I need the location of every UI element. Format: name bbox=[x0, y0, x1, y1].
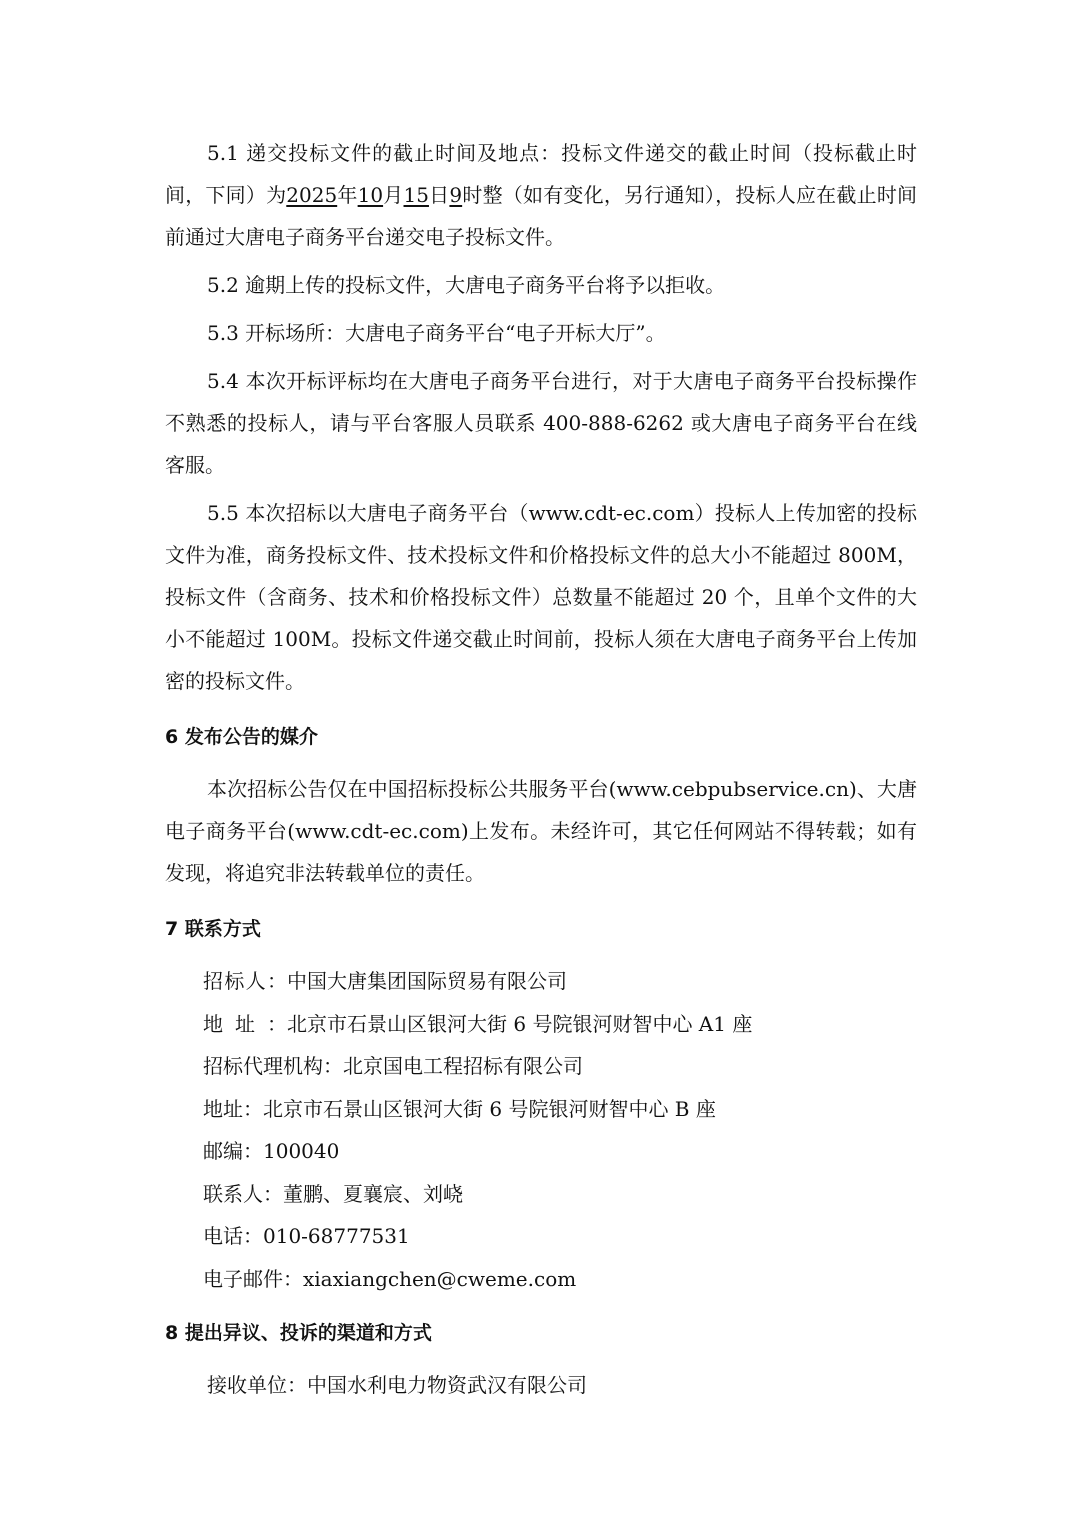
contact-info bbox=[165, 960, 917, 1300]
clause-5-3: 5.3 开标场所：大唐电子商务平台“电子开标大厅”。 bbox=[207, 321, 666, 345]
year-unit: 年 bbox=[337, 183, 358, 207]
tenderer-label: 招标人： bbox=[203, 969, 287, 993]
deadline-day: 15 bbox=[403, 183, 429, 207]
email-line bbox=[203, 1258, 917, 1301]
section-8-heading: 8 提出异议、投诉的渠道和方式 bbox=[165, 1322, 432, 1344]
clause-5-1 bbox=[165, 132, 917, 258]
deadline-year: 2025 bbox=[286, 183, 338, 207]
address-label: 地址： bbox=[203, 1011, 287, 1036]
section-6-body: 本次招标公告仅在中国招标投标公共服务平台(www.cebpubservice.cn)、大唐电子商务平台(www.cdt-ec.com)上发布。未经许可，其它任何网站不得转载；如有发现，将追究非法转载单位的责任。 bbox=[165, 777, 917, 885]
agency-line bbox=[203, 1045, 917, 1088]
contacts-line: 联系人：董鹏、夏襄宸、刘峣 bbox=[203, 1181, 463, 1206]
agency-value: 北京国电工程招标有限公司 bbox=[343, 1054, 583, 1078]
agency-address-line: 地址：北京市石景山区银河大街 6 号院银河财智中心 B 座 bbox=[203, 1096, 716, 1121]
clause-5-1-lead: 5.1 递交投标文件的截止时间及地点：投标文件递交的截止时间（投标截止时间，下同）为 bbox=[165, 141, 917, 207]
receiver-line: 接收单位：中国水利电力物资武汉有限公司 bbox=[207, 1373, 587, 1397]
email-value: xiaxiangchen@cweme.com bbox=[303, 1266, 577, 1291]
section-6-heading: 6 发布公告的媒介 bbox=[165, 726, 318, 748]
deadline-month: 10 bbox=[357, 183, 384, 207]
tenderer-line bbox=[203, 960, 917, 1003]
clause-5-2: 5.2 逾期上传的投标文件，大唐电子商务平台将予以拒收。 bbox=[207, 273, 726, 297]
document-page bbox=[165, 132, 917, 1406]
clause-5-1-tail: 时整（如有变化，另行通知），投标人应在截止时间前通过大唐电子商务平台递交电子投标文件。 bbox=[165, 183, 918, 249]
deadline-hour: 9 bbox=[449, 183, 463, 207]
email-label: 电子邮件： bbox=[203, 1266, 303, 1291]
postcode-line: 邮编：100040 bbox=[203, 1139, 340, 1163]
tenderer-value: 中国大唐集团国际贸易有限公司 bbox=[287, 969, 567, 993]
section-7-heading: 7 联系方式 bbox=[165, 918, 261, 940]
phone-line: 电话：010-68777531 bbox=[203, 1224, 410, 1248]
month-unit: 月 bbox=[383, 183, 404, 207]
agency-label: 招标代理机构： bbox=[203, 1054, 343, 1078]
clause-5-5: 5.5 本次招标以大唐电子商务平台（www.cdt-ec.com）投标人上传加密的投标文件为准，商务投标文件、技术投标文件和价格投标文件的总大小不能超过 800M，投标文件（含商务、技术和价格投标文件）总数量不能超过 20 个，且单个文件的大小不能超过 100M。投标文件递交截止时间前，投标人须在大唐电子商务平台上传加密的投标文件。 bbox=[165, 501, 917, 693]
address-value: 北京市石景山区银河大街 6 号院银河财智中心 A1 座 bbox=[287, 1011, 753, 1036]
address-line bbox=[203, 1003, 917, 1046]
day-unit: 日 bbox=[428, 183, 450, 207]
clause-5-4: 5.4 本次开标评标均在大唐电子商务平台进行，对于大唐电子商务平台投标操作不熟悉的投标人，请与平台客服人员联系 400-888-6262 或大唐电子商务平台在线客服。 bbox=[165, 369, 917, 477]
